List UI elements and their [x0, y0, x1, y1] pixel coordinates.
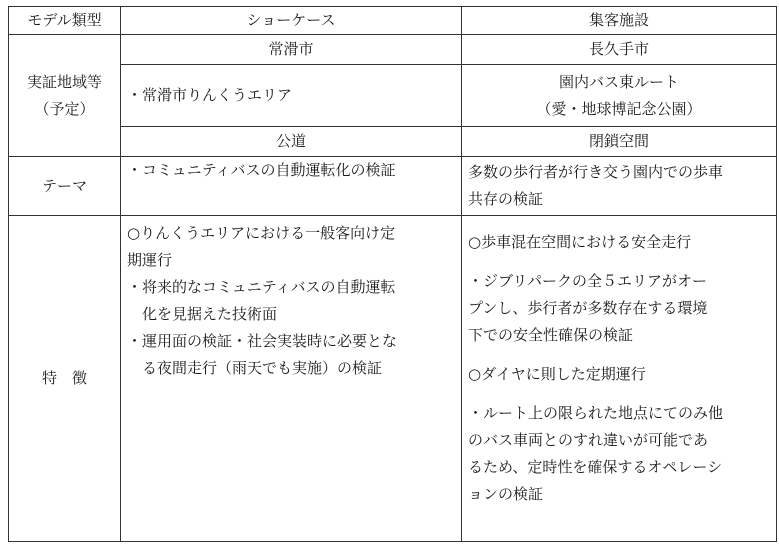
- showcase-feature-3-line2: る夜間走行（雨天でも実施）の検証: [142, 359, 383, 377]
- facility-feature-2-line1: ・ジブリパークの全５エリアがオー: [468, 272, 707, 290]
- showcase-city: 常滑市: [121, 35, 462, 65]
- region-city-row: [9, 35, 777, 65]
- features-facility: [462, 216, 777, 542]
- facility-city: 長久手市: [462, 35, 777, 65]
- theme-facility-line1: 多数の歩行者が行き交う園内での歩車: [468, 163, 724, 181]
- theme-facility: [462, 157, 777, 216]
- header-showcase: ショーケース: [121, 7, 462, 35]
- region-area-row: [9, 65, 777, 127]
- facility-feature-3: ○ダイヤに則した定期運行: [468, 365, 646, 383]
- header-facility: 集客施設: [462, 7, 777, 35]
- facility-feature-2-line3: 下での安全性確保の検証: [468, 326, 634, 344]
- features-showcase: [121, 216, 462, 542]
- facility-area-line2: （愛・地球博記念公園）: [536, 99, 702, 118]
- facility-feature-4-line2: のバス車両とのすれ違いが可能であ: [468, 431, 709, 449]
- theme-label: テーマ: [9, 157, 121, 216]
- theme-facility-line2: 共存の検証: [468, 190, 544, 208]
- region-label: [9, 35, 121, 157]
- showcase-area: ・常滑市りんくうエリア: [121, 65, 462, 127]
- region-road-row: [9, 127, 777, 157]
- region-label-line2: （予定）: [34, 99, 95, 118]
- facility-feature-4-line3: るため、定時性を確保するオペレーシ: [468, 458, 723, 476]
- facility-feature-4-line4: ョンの検証: [468, 485, 544, 503]
- showcase-feature-1-line2: 期運行: [127, 251, 173, 269]
- header-model-type: モデル類型: [9, 7, 121, 35]
- model-comparison-table: [8, 6, 777, 542]
- theme-showcase: ・コミュニティバスの自動運転化の検証: [121, 157, 462, 216]
- region-label-line1: 実証地域等: [26, 72, 102, 91]
- facility-feature-1: ○歩車混在空間における安全走行: [468, 233, 692, 251]
- features-label: 特 徴: [9, 216, 121, 542]
- features-row: [9, 216, 777, 542]
- showcase-road-type: 公道: [121, 127, 462, 157]
- showcase-feature-2-line1: ・将来的なコミュニティバスの自動運転: [127, 278, 396, 296]
- facility-feature-2-line2: プンし、歩行者が多数存在する環境: [468, 299, 708, 317]
- showcase-feature-2-line2: 化を見据えた技術面: [142, 305, 278, 323]
- facility-road-type: 閉鎖空間: [462, 127, 777, 157]
- facility-area-line1: 園内バス東ルート: [558, 72, 679, 91]
- facility-area: [462, 65, 777, 127]
- header-row: [9, 7, 777, 35]
- showcase-feature-1-line1: ○りんくうエリアにおける一般客向け定: [127, 224, 396, 242]
- showcase-feature-3-line1: ・運用面の検証・社会実装時に必要とな: [127, 332, 398, 350]
- theme-row: [9, 157, 777, 216]
- facility-feature-4-line1: ・ルート上の限られた地点にてのみ他: [468, 404, 724, 422]
